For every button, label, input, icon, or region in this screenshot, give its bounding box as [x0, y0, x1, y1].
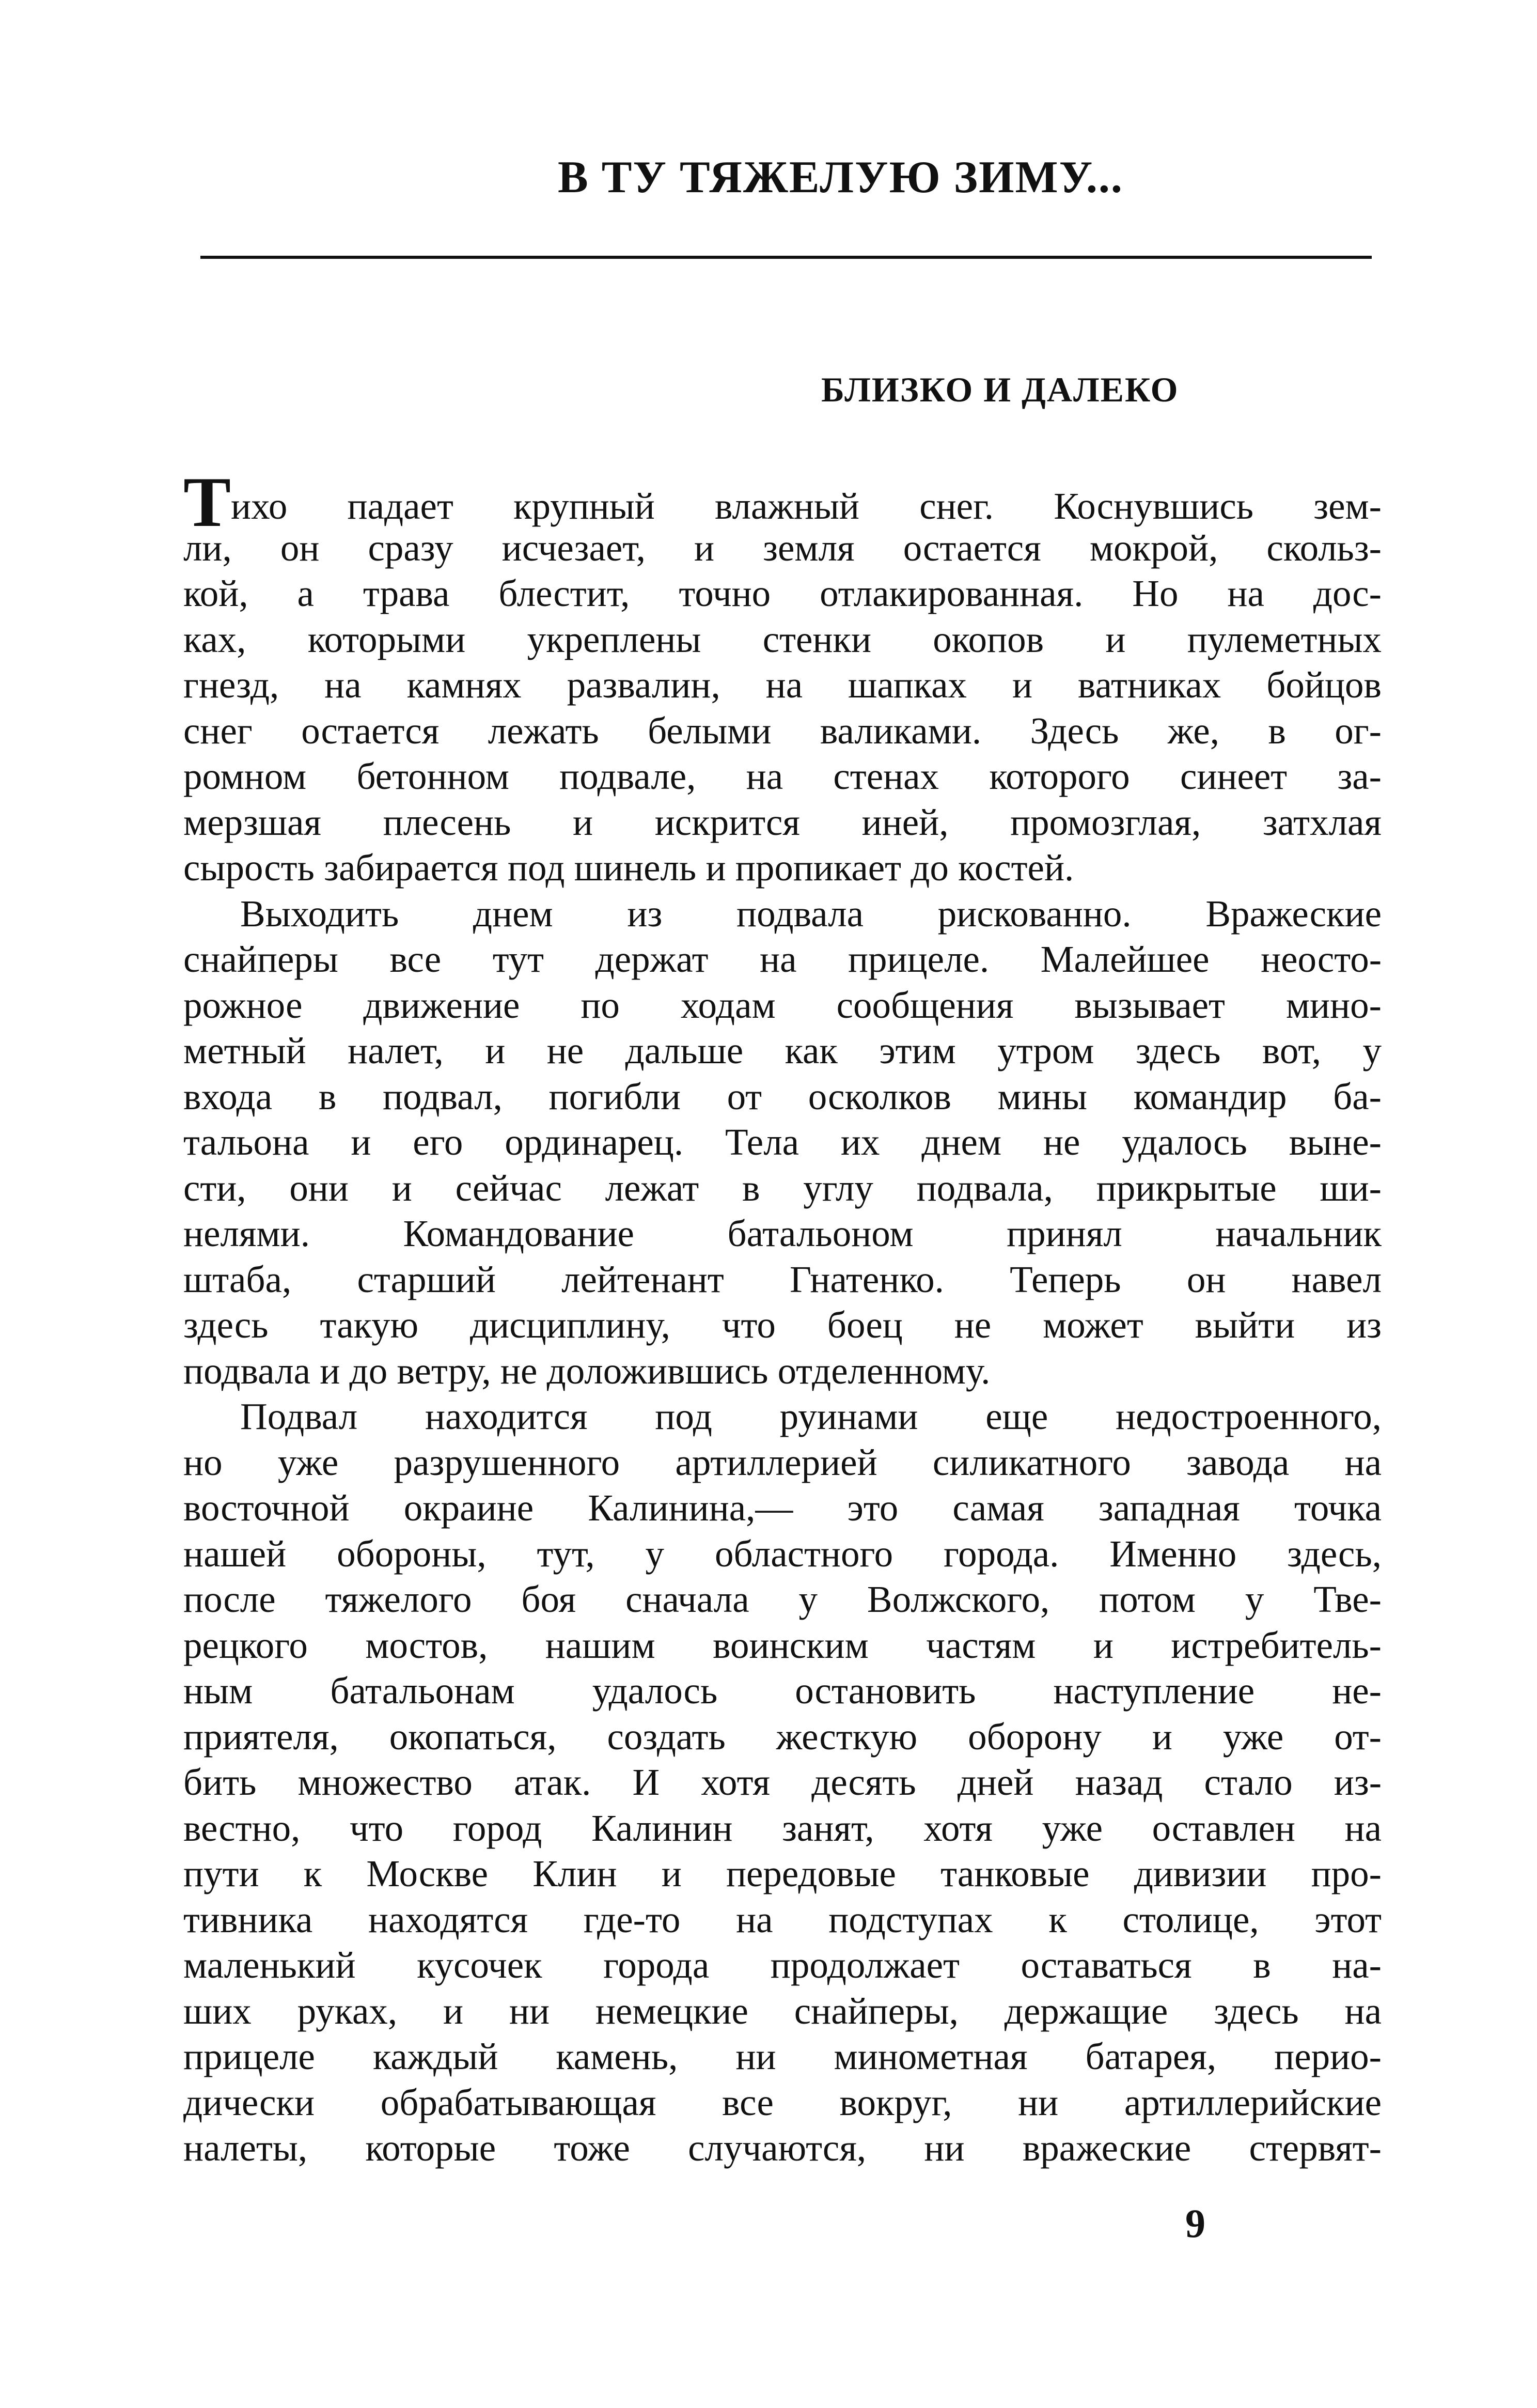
text-line: штаба, старший лейтенант Гнатенко. Теперь он навел — [183, 1258, 1382, 1300]
text-line: но уже разрушенного артиллерией силикатного завода на — [183, 1441, 1382, 1483]
text-line: вестно, что город Калинин занят, хотя уже оставлен на — [183, 1807, 1382, 1849]
text-line: восточной окраине Калинина,— это самая западная точка — [183, 1487, 1382, 1529]
page-number: 9 — [1185, 2201, 1205, 2246]
text-line: рецкого мостов, нашим воинским частям и истребитель- — [183, 1624, 1382, 1666]
text-line: снайперы все тут держат на прицеле. Малейшее неосто- — [183, 938, 1382, 980]
text-line: пути к Москве Клин и передовые танковые дивизии про- — [183, 1853, 1382, 1894]
section-title: В ТУ ТЯЖЕЛУЮ ЗИМУ... — [558, 152, 1123, 203]
text-line: ших руках, и ни немецкие снайперы, держащие здесь на — [183, 1990, 1382, 2032]
text-line: маленький кусочек города продолжает оставаться в на- — [183, 1944, 1382, 1986]
text-line-content: ихо падает крупный влажный снег. Коснувшись зем- — [231, 485, 1382, 527]
body-text — [183, 462, 1382, 2171]
chapter-title: БЛИЗКО И ДАЛЕКО — [821, 370, 1179, 409]
text-line: бить множество атак. И хотя десять дней назад стало из- — [183, 1761, 1382, 1803]
text-line: метный налет, и не дальше как этим утром здесь вот, у — [183, 1030, 1382, 1071]
text-line: рожное движение по ходам сообщения вызывает мино- — [183, 984, 1382, 1026]
text-line: сти, они и сейчас лежат в углу подвала, прикрытые ши- — [183, 1167, 1382, 1209]
drop-cap: Т — [183, 462, 231, 541]
text-line: ли, он сразу исчезает, и земля остается мокрой, скольз- — [183, 526, 1382, 569]
text-line: сырость забирается под шинель и пропикает до костей. — [183, 847, 1074, 889]
text-line: ным батальонам удалось остановить наступление не- — [183, 1670, 1382, 1712]
text-line: подвала и до ветру, не доложившись отделенному. — [183, 1349, 991, 1392]
text-line: снег остается лежать белыми валиками. Здесь же, в ог- — [183, 709, 1382, 752]
text-line: ромном бетонном подвале, на стенах которого синеет за- — [183, 755, 1382, 797]
text-line: прицеле каждый камень, ни минометная батарея, перио- — [183, 2036, 1382, 2077]
text-line: мерзшая плесень и искрится иней, промозглая, затхлая — [183, 801, 1382, 843]
text-line: гнезд, на камнях развалин, на шапках и ватниках бойцов — [183, 664, 1382, 706]
text-line: приятеля, окопаться, создать жесткую оборону и уже от- — [183, 1715, 1382, 1758]
text-line: нелями. Командование батальоном принял начальник — [183, 1213, 1382, 1254]
text-line — [183, 462, 1382, 541]
text-line: после тяжелого боя сначала у Волжского, потом у Тве- — [183, 1578, 1382, 1620]
text-line: кой, а трава блестит, точно отлакированная. Но на дос- — [183, 572, 1382, 614]
text-line: налеты, которые тоже случаются, ни вражеские стервят- — [183, 2127, 1382, 2169]
text-line: Подвал находится под руинами еще недостроенного, — [240, 1395, 1382, 1437]
text-line: нашей обороны, тут, у областного города. Именно здесь, — [183, 1532, 1382, 1575]
text-line: тивника находятся где-то на подступах к столице, этот — [183, 1898, 1382, 1940]
header-rule — [200, 256, 1372, 259]
text-line: Выходить днем из подвала рискованно. Вражеские — [240, 892, 1382, 935]
text-line: тальона и его ординарец. Тела их днем не удалось выне- — [183, 1121, 1382, 1163]
text-line: здесь такую дисциплину, что боец не может выйти из — [183, 1304, 1382, 1346]
text-line: дически обрабатывающая все вокруг, ни артиллерийские — [183, 2081, 1382, 2123]
text-line: ках, которыми укреплены стенки окопов и пулеметных — [183, 618, 1382, 660]
text-line: входа в подвал, погибли от осколков мины командир ба- — [183, 1075, 1382, 1117]
